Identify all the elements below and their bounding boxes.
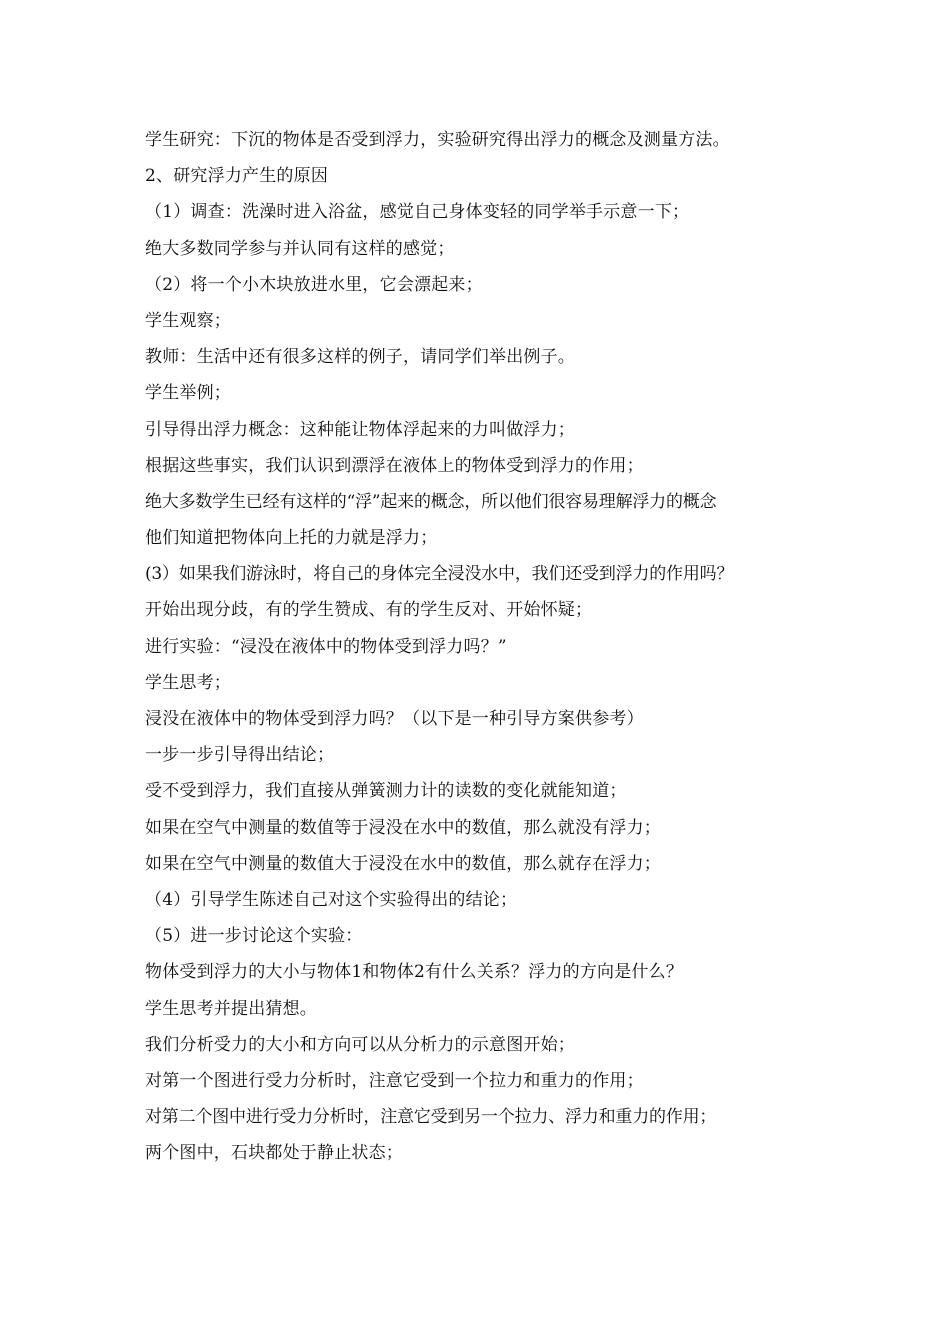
text-line: 一步一步引导得出结论；: [145, 745, 335, 766]
text-line: 如果在空气中测量的数值大于浸没在水中的数值，那么就存在浮力；: [145, 853, 661, 874]
text-line: 受不受到浮力，我们直接从弹簧测力计的读数的变化就能知道；: [145, 781, 627, 802]
text-line: （2）将一个小木块放进水里，它会漂起来；: [145, 274, 483, 295]
text-line: 教师：生活中还有很多这样的例子，请同学们举出例子。: [145, 347, 575, 368]
text-line: 学生研究：下沉的物体是否受到浮力，实验研究得出浮力的概念及测量方法。: [145, 130, 730, 150]
text-line: 根据这些事实，我们认识到漂浮在液体上的物体受到浮力的作用；: [145, 455, 644, 476]
text-line: 绝大多数同学参与并认同有这样的感觉；: [145, 238, 455, 259]
text-line: 浸没在液体中的物体受到浮力吗？（以下是一种引导方案供参考）: [145, 709, 644, 729]
text-line: 进行实验：“浸没在液体中的物体受到浮力吗？”: [145, 636, 507, 657]
document-body: [145, 122, 825, 1171]
text-line: 两个图中，石块都处于静止状态；: [145, 1143, 403, 1164]
text-line: 对第一个图进行受力分析时，注意它受到一个拉力和重力的作用；: [145, 1070, 644, 1091]
text-line: 学生思考；: [145, 672, 231, 693]
section-heading: 2、研究浮力产生的原因: [145, 166, 329, 187]
text-line: 绝大多数学生已经有这样的“浮”起来的概念，所以他们很容易理解浮力的概念: [145, 491, 717, 512]
text-line: 我们分析受力的大小和方向可以从分析力的示意图开始；: [145, 1034, 575, 1055]
text-line: （4）引导学生陈述自己对这个实验得出的结论；: [145, 889, 518, 910]
text-line: （1）调查：洗澡时进入浴盆，感觉自己身体变轻的同学举手示意一下；: [145, 202, 690, 223]
text-line: (3）如果我们游泳时，将自己的身体完全浸没水中，我们还受到浮力的作用吗？: [145, 564, 734, 585]
text-line: 学生举例；: [145, 383, 231, 404]
text-line: （5）进一步讨论这个实验：: [145, 926, 363, 947]
text-line: 如果在空气中测量的数值等于浸没在水中的数值，那么就没有浮力；: [145, 817, 661, 838]
text-line: 学生观察；: [145, 310, 231, 331]
text-line: 物体受到浮力的大小与物体1和物体2有什么关系？浮力的方向是什么？: [145, 962, 684, 983]
text-line: 开始出现分歧，有的学生赞成、有的学生反对、开始怀疑；: [145, 600, 593, 621]
text-line: 学生思考并提出猜想。: [145, 998, 317, 1019]
text-line: 引导得出浮力概念：这种能让物体浮起来的力叫做浮力；: [145, 419, 575, 440]
text-line: 他们知道把物体向上托的力就是浮力；: [145, 528, 438, 549]
text-line: 对第二个图中进行受力分析时，注意它受到另一个拉力、浮力和重力的作用；: [145, 1107, 717, 1128]
